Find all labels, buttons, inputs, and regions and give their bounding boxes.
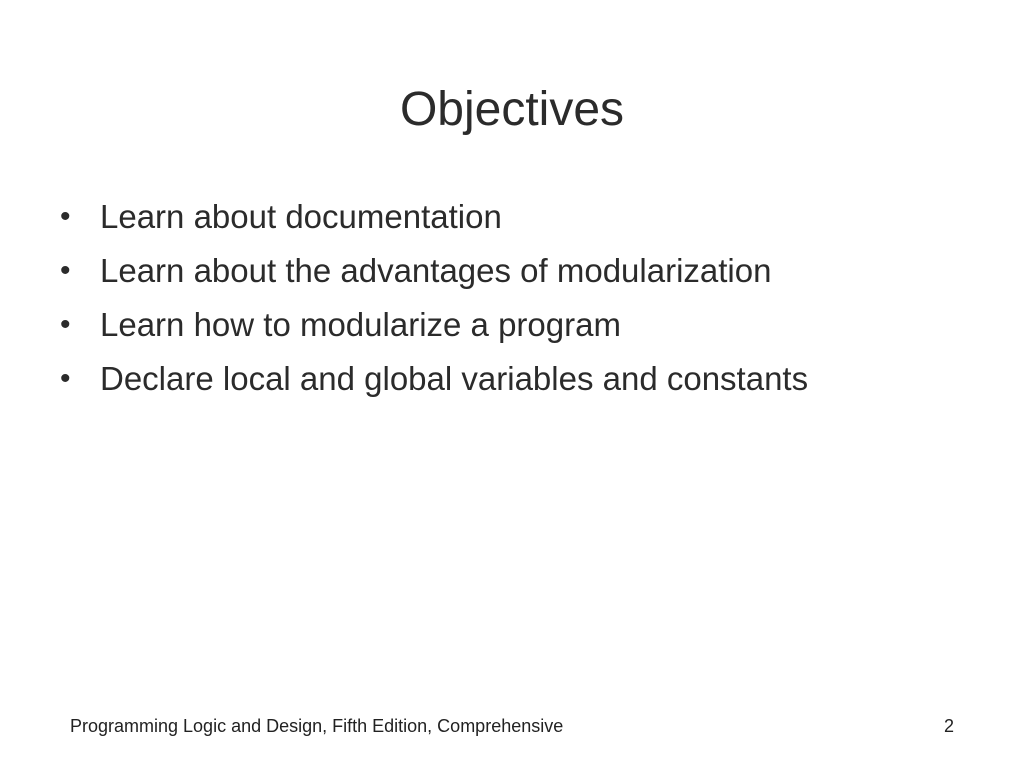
bullet-icon: • (60, 254, 71, 287)
bullet-text: Learn how to modularize a program (100, 306, 621, 343)
bullet-icon: • (60, 200, 71, 233)
list-item (60, 298, 980, 352)
list-item (60, 190, 980, 244)
list-item (60, 352, 980, 406)
slide-title: Objectives (399, 83, 625, 136)
bullet-icon: • (60, 362, 71, 395)
bullet-text: Declare local and global variables and constants (100, 360, 809, 397)
bullet-icon: • (60, 308, 71, 341)
page-number: 2 (943, 716, 954, 736)
bullet-text: Learn about documentation (100, 198, 502, 235)
list-item (60, 244, 980, 298)
bullet-text: Learn about the advantages of modularization (100, 252, 772, 289)
footer-text: Programming Logic and Design, Fifth Edition, Comprehensive (70, 716, 564, 736)
objectives-list (60, 190, 980, 406)
